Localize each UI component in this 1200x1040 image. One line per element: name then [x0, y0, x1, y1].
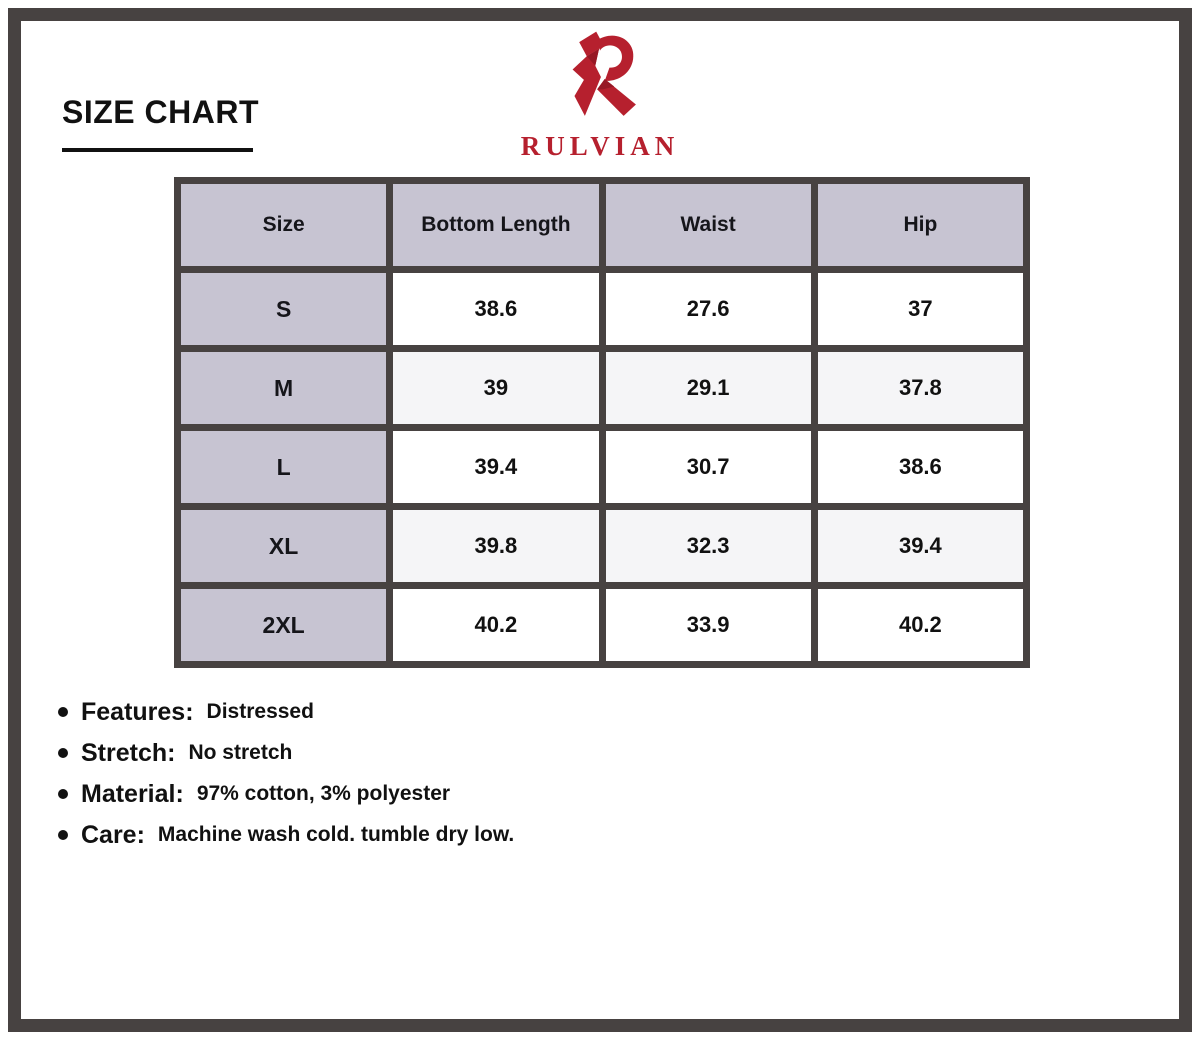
- brand-name: RULVIAN: [520, 131, 680, 161]
- cell-value: 39: [393, 352, 598, 424]
- detail-value: 97% cotton, 3% polyester: [196, 782, 451, 805]
- cell-value: 38.6: [818, 431, 1023, 503]
- cell-size-label: S: [181, 273, 386, 345]
- bullet-dot-icon: [58, 789, 68, 799]
- detail-row-stretch: [58, 738, 514, 768]
- detail-label: Features:: [81, 697, 194, 726]
- cell-value: 38.6: [393, 273, 598, 345]
- brand-logo-block: [0, 26, 1200, 162]
- detail-value: Machine wash cold. tumble dry low.: [157, 823, 515, 846]
- cell-size-label: 2XL: [181, 589, 386, 661]
- cell-value: 33.9: [606, 589, 811, 661]
- brand-r-logo-icon: [547, 26, 653, 130]
- detail-row-features: [58, 697, 514, 727]
- table-row-s: [181, 273, 1023, 345]
- bullet-dot-icon: [58, 830, 68, 840]
- bullet-dot-icon: [58, 707, 68, 717]
- cell-value: 40.2: [393, 589, 598, 661]
- cell-size-label: XL: [181, 510, 386, 582]
- detail-label: Material:: [81, 779, 184, 808]
- header-cell-waist: Waist: [606, 184, 811, 266]
- detail-label: Stretch:: [81, 738, 176, 767]
- cell-value: 37.8: [818, 352, 1023, 424]
- table-header-row: [181, 184, 1023, 266]
- table-row-m: [181, 352, 1023, 424]
- cell-value: 37: [818, 273, 1023, 345]
- header-cell-hip: Hip: [818, 184, 1023, 266]
- page-title: SIZE CHART: [62, 94, 259, 130]
- detail-value: No stretch: [188, 741, 293, 764]
- cell-value: 39.8: [393, 510, 598, 582]
- cell-value: 27.6: [606, 273, 811, 345]
- cell-value: 29.1: [606, 352, 811, 424]
- cell-value: 40.2: [818, 589, 1023, 661]
- detail-label: Care:: [81, 820, 145, 849]
- cell-value: 32.3: [606, 510, 811, 582]
- bullet-dot-icon: [58, 748, 68, 758]
- table-row-l: [181, 431, 1023, 503]
- table-row-xl: [181, 510, 1023, 582]
- cell-size-label: L: [181, 431, 386, 503]
- product-details-list: [58, 697, 514, 861]
- detail-value: Distressed: [206, 700, 314, 723]
- header-cell-bottom-length: Bottom Length: [393, 184, 598, 266]
- cell-size-label: M: [181, 352, 386, 424]
- detail-row-care: [58, 820, 514, 850]
- size-chart-table: [174, 177, 1030, 668]
- cell-value: 30.7: [606, 431, 811, 503]
- detail-row-material: [58, 779, 514, 809]
- cell-value: 39.4: [393, 431, 598, 503]
- cell-value: 39.4: [818, 510, 1023, 582]
- table-row-2xl: [181, 589, 1023, 661]
- header-cell-size: Size: [181, 184, 386, 266]
